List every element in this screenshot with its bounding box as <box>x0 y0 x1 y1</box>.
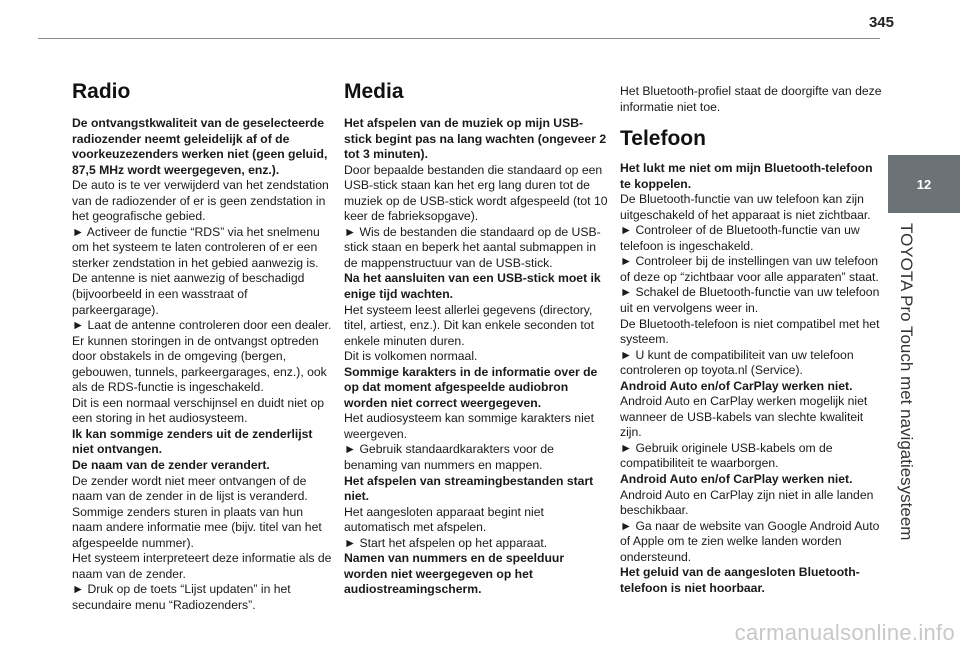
telefoon-instruction: ► Controleer bij de instellingen van uw telefoon of deze op “zichtbaar voor alle apparaten” staat. <box>620 254 879 284</box>
telefoon-instruction: ► Controleer of de Bluetooth-functie van uw telefoon is ingeschakeld. <box>620 223 860 253</box>
chapter-tab <box>888 155 960 213</box>
media-answer: Het systeem leest allerlei gegevens (directory, titel, artiest, enz.). Dit kan enkele seconden tot enkele minuten duren. <box>344 302 594 348</box>
telefoon-question-audio: Het geluid van de aangesloten Bluetooth-telefoon is niet hoorbaar. <box>620 565 860 595</box>
media-answer: Dit is volkomen normaal. <box>344 349 478 364</box>
media-instruction: ► Start het afspelen op het apparaat. <box>344 535 548 550</box>
radio-question-name: De naam van de zender verandert. <box>72 458 270 473</box>
telefoon-instruction: ► Gebruik originele USB-kabels om de compatibiliteit te waarborgen. <box>620 440 833 471</box>
radio-answer: De zender wordt niet meer ontvangen of de naam van de zender in de lijst is veranderd. <box>72 473 308 504</box>
radio-answer: Het systeem interpreteert deze informatie als de naam van de zender. <box>72 551 332 581</box>
media-answer-bluetooth-profile: Het Bluetooth-profiel staat de doorgifte van deze informatie niet toe. <box>620 84 882 114</box>
telefoon-heading: Telefoon <box>620 127 706 151</box>
media-answer: Het audiosysteem kan sommige karakters niet weergeven. <box>344 411 594 441</box>
radio-section <box>72 80 334 614</box>
telefoon-instruction: ► U kunt de compatibiliteit van uw telefoon controleren op toyota.nl (Service). <box>620 347 854 378</box>
radio-heading: Radio <box>72 80 131 103</box>
media-instruction: ► Wis de bestanden die standaard op de USB-stick staan en beperk het aantal submappen in de mappenstructuur van de USB-stick. <box>344 224 601 270</box>
telefoon-answer: De Bluetooth-telefoon is niet compatibel met het systeem. <box>620 316 880 347</box>
media-section <box>344 80 608 598</box>
radio-question-stations: Ik kan sommige zenders uit de zenderlijst niet ontvangen. <box>72 426 313 457</box>
radio-question-reception: De ontvangstkwaliteit van de geselecteerde radiozender neemt geleidelijk af of de voorkeuzezenders werken niet (geen geluid, 87,5 MHz wordt weergegeven, enz.). <box>72 116 328 177</box>
radio-instruction: ► Druk op de toets “Lijst updaten” in het secundaire menu “Radiozenders”. <box>72 582 291 612</box>
chapter-number: 12 <box>916 176 932 192</box>
telefoon-question-pairing: Het lukt me niet om mijn Bluetooth-telefoon te koppelen. <box>620 161 873 191</box>
media-question-track-names: Namen van nummers en de speelduur worden niet weergegeven op het audiostreamingscherm. <box>344 551 565 597</box>
page-number: 345 <box>868 14 894 31</box>
radio-answer: Dit is een normaal verschijnsel en duidt niet op een storing in het audiosysteem. <box>72 395 325 426</box>
telefoon-instruction: ► Schakel de Bluetooth-functie van uw telefoon uit en vervolgens weer in. <box>620 285 880 316</box>
telefoon-instruction: ► Ga naar de website van Google Android Auto of Apple om te zien welke landen worden ondersteund. <box>620 518 880 564</box>
media-question-usb-wait: Na het aansluiten van een USB-stick moet ik enige tijd wachten. <box>344 271 601 302</box>
radio-instruction: ► Laat de antenne controleren door een dealer. <box>72 318 332 333</box>
media-question-usb-delay: Het afspelen van de muziek op mijn USB-stick begint pas na lang wachten (ongeveer 2 tot 3 minuten). <box>344 116 607 162</box>
telefoon-answer: Android Auto en CarPlay werken mogelijk niet wanneer de USB-kabels van slechte kwaliteit zijn. <box>620 394 868 440</box>
radio-answer: Er kunnen storingen in de ontvangst optreden door obstakels in de omgeving (bergen, gebouwen, tunnels, parkeergarages, enz.), ook als de RDS-functie is ingeschakeld. <box>72 333 327 395</box>
telefoon-question-android-auto: Android Auto en/of CarPlay werken niet. <box>620 378 853 393</box>
media-heading: Media <box>344 80 404 103</box>
radio-answer: De antenne is niet aanwezig of beschadigd (bijvoorbeeld in een wasstraat of parkeergarage). <box>72 271 305 317</box>
media-question-streaming: Het afspelen van streamingbestanden start niet. <box>344 473 594 504</box>
telefoon-answer: Android Auto en CarPlay zijn niet in alle landen beschikbaar. <box>620 487 874 518</box>
media-answer: Door bepaalde bestanden die standaard op een USB-stick staan kan het erg lang duren tot de muziek op de USB-stick wordt afgespeeld (tot 10 keer de fabrieksopgave). <box>344 162 608 224</box>
telefoon-answer: De Bluetooth-functie van uw telefoon kan zijn uitgeschakeld of het apparaat is niet zichtbaar. <box>620 192 871 222</box>
telefoon-question-android-auto-2: Android Auto en/of CarPlay werken niet. <box>620 472 853 487</box>
media-instruction: ► Gebruik standaardkarakters voor de benaming van nummers en mappen. <box>344 442 554 473</box>
watermark: carmanualsonline.info <box>734 620 955 645</box>
media-answer: Het aangesloten apparaat begint niet automatisch met afspelen. <box>344 504 544 535</box>
radio-answer: De auto is te ver verwijderd van het zendstation van de radiozender of er is geen zendstation in het geografische gebied. <box>72 178 329 224</box>
chapter-title: TOYOTA Pro Touch met navigatiesysteem <box>897 223 916 541</box>
media-question-characters: Sommige karakters in de informatie over de op dat moment afgespeelde audiobron worden niet correct weergegeven. <box>344 364 598 410</box>
telefoon-section <box>620 84 884 596</box>
header-divider <box>38 38 880 39</box>
radio-instruction: ► Activeer de functie “RDS” via het snelmenu om het systeem te laten controleren of er een sterker zendstation in het gebied aanwezig is. <box>72 224 320 270</box>
radio-answer: Sommige zenders sturen in plaats van hun naam andere informatie mee (bijv. titel van het afgespeelde nummer). <box>72 504 322 550</box>
